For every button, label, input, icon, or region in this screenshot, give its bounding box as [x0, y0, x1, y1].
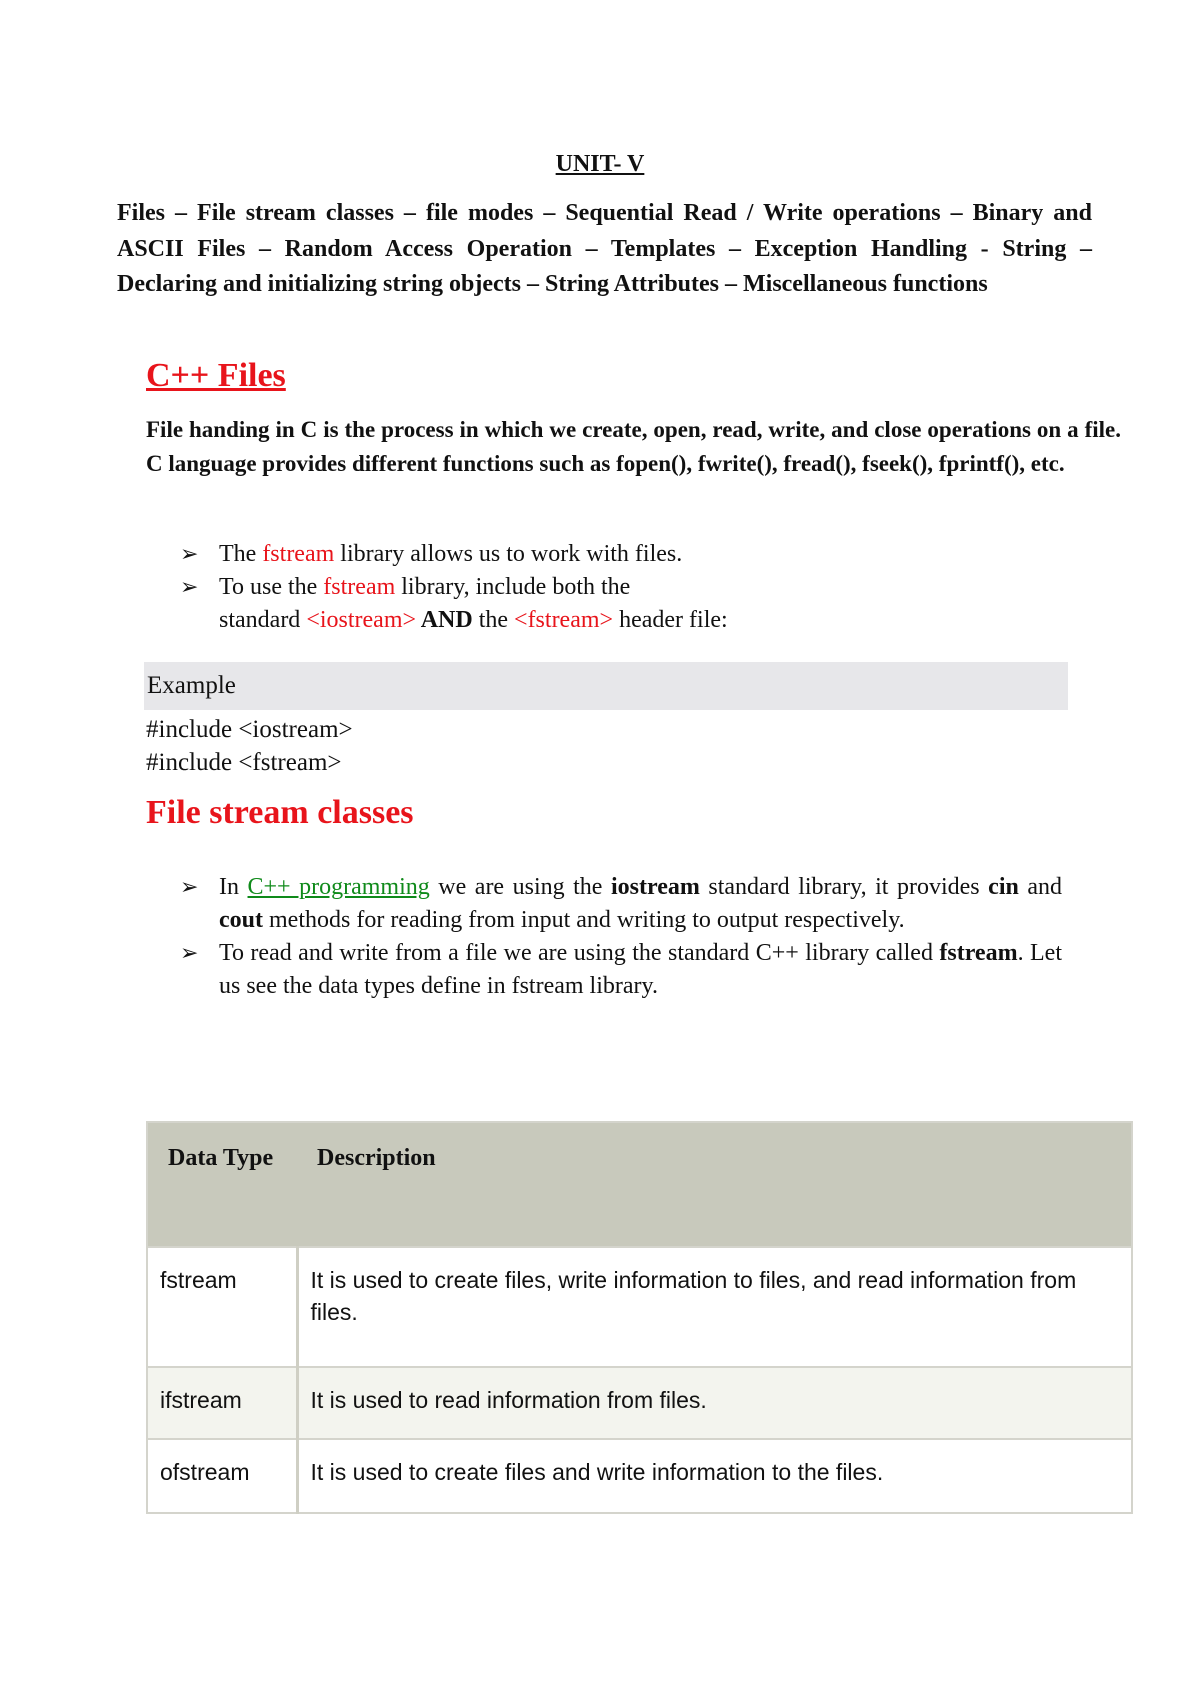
header-description: Description	[297, 1122, 1132, 1247]
iostream-bullet-list	[146, 871, 1062, 1003]
cell-type: ifstream	[147, 1367, 297, 1439]
code-line: #include <fstream>	[146, 749, 342, 776]
example-label-bar: Example	[144, 662, 1068, 710]
list-item: ➢ To use the fstream library, include both the standard <iostream> AND the <fstream> header file:	[146, 571, 1066, 637]
section-heading-file-stream-classes: File stream classes	[146, 794, 414, 831]
list-item: ➢ The fstream library allows us to work with files.	[146, 538, 1066, 571]
cpp-programming-link[interactable]: C++ programming	[247, 874, 430, 900]
table-row	[147, 1247, 1132, 1367]
list-item: ➢ In C++ programming we are using the iostream standard library, it provides cin and cout methods for reading from input and writing to output respectively.	[146, 871, 1062, 937]
cell-description: It is used to create files, write information to files, and read information from files.	[297, 1247, 1132, 1367]
cell-type: fstream	[147, 1247, 297, 1367]
arrow-bullet-icon: ➢	[180, 875, 199, 900]
cell-type: ofstream	[147, 1439, 297, 1513]
table-row	[147, 1439, 1132, 1513]
data-types-table	[146, 1121, 1133, 1514]
cell-description: It is used to create files and write information to the files.	[297, 1439, 1132, 1513]
arrow-bullet-icon: ➢	[180, 575, 199, 600]
unit-title: UNIT- V	[555, 151, 645, 177]
keyword-highlight: fstream	[323, 574, 396, 600]
keyword-highlight: fstream	[262, 541, 335, 567]
section-heading-cpp-files: C++ Files	[146, 357, 286, 394]
table-header-row	[147, 1122, 1132, 1247]
keyword-highlight: <iostream>	[306, 607, 417, 633]
intro-paragraph: File handing in C is the process in which we create, open, read, write, and close operations on a file. C language provides different functions such as fopen(), fwrite(), fread(), fseek(), fprintf(), etc.	[146, 417, 1121, 476]
header-data-type: Data Type	[147, 1122, 297, 1247]
arrow-bullet-icon: ➢	[180, 542, 199, 567]
fstream-bullet-list	[146, 538, 1066, 637]
arrow-bullet-icon: ➢	[180, 941, 199, 966]
syllabus-topics: Files – File stream classes – file modes – Sequential Read / Write operations – Binary and ASCII Files – Random Access Operation – Templates – Exception Handling - String – Declaring and initializing string objects – String Attributes – Miscellaneous functions	[117, 200, 1092, 297]
cell-description: It is used to read information from files.	[297, 1367, 1132, 1439]
keyword-highlight: <fstream>	[514, 607, 614, 633]
table-row	[147, 1367, 1132, 1439]
code-line: #include <iostream>	[146, 716, 353, 743]
code-example	[146, 713, 353, 779]
list-item: ➢ To read and write from a file we are using the standard C++ library called fstream. Let us see the data types define in fstream library.	[146, 937, 1062, 1003]
